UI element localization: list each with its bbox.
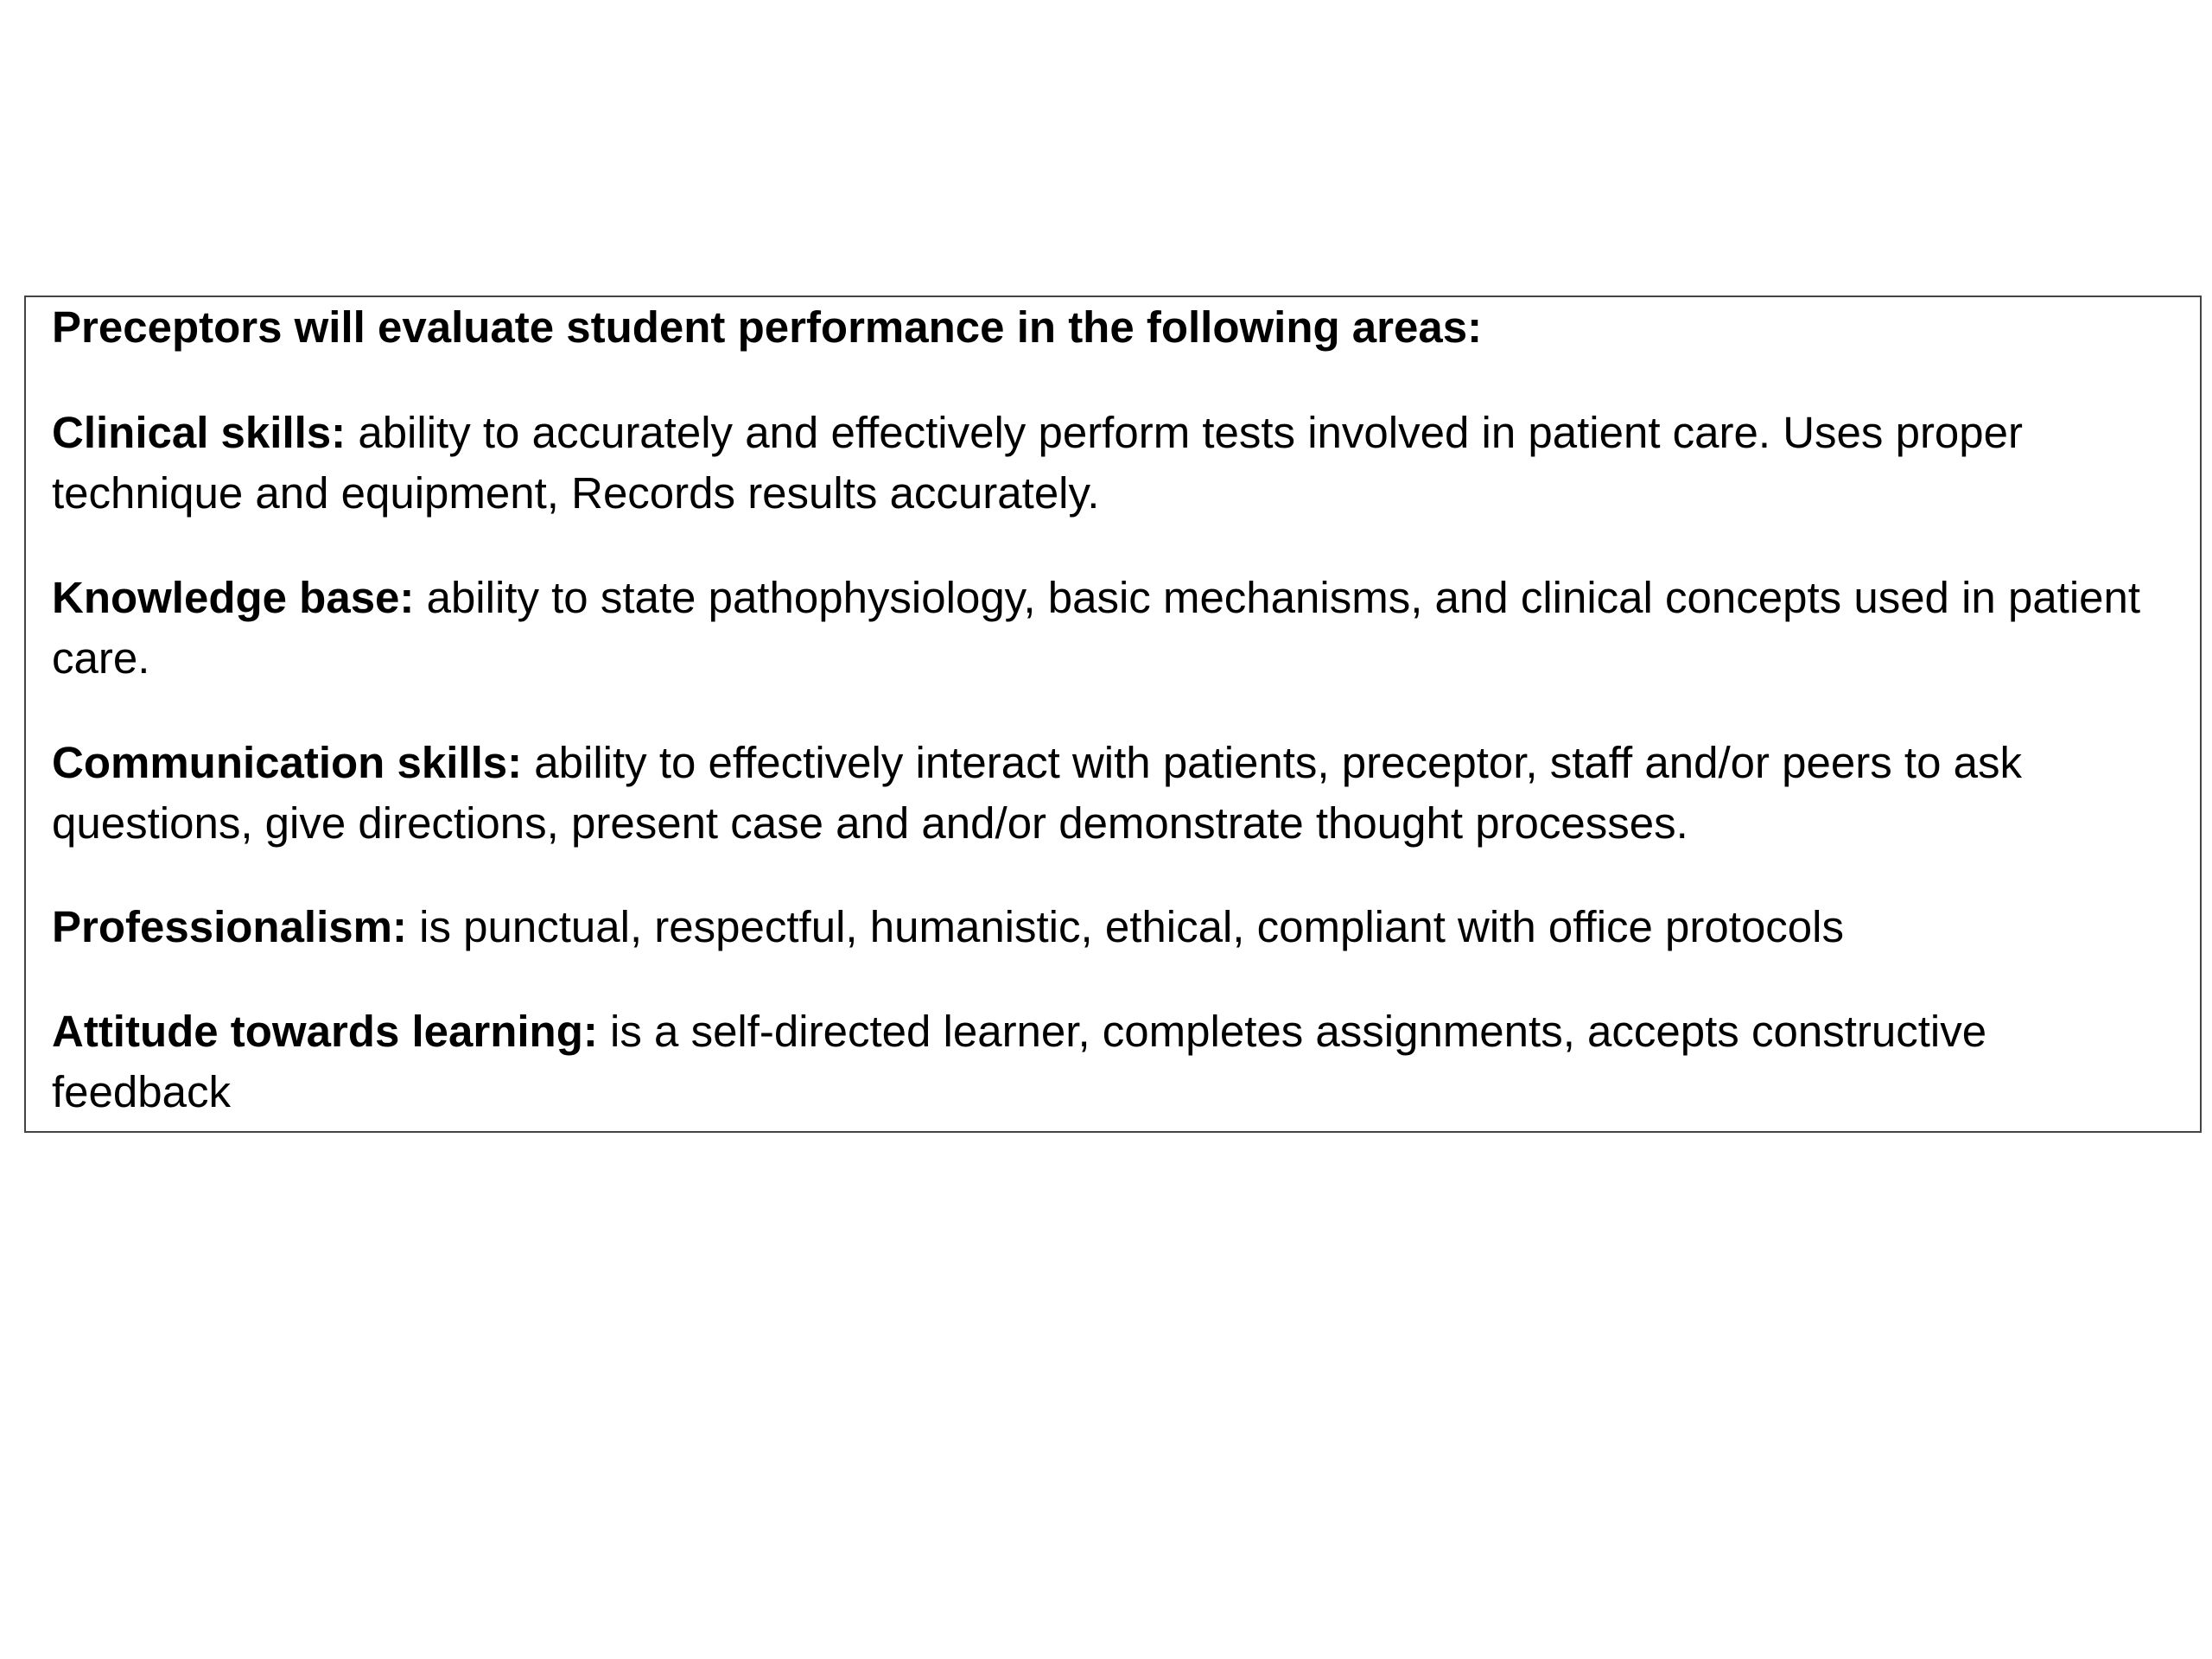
- criterion-clinical-skills: [52, 403, 2167, 524]
- criterion-knowledge-base: [52, 568, 2167, 689]
- criterion-term: Clinical skills:: [52, 408, 346, 457]
- criterion-description: ability to accurately and effectively perform tests involved in patient care. Uses proper technique and equipment, Records results accurately.: [52, 408, 2023, 518]
- criterion-professionalism: [52, 897, 2167, 957]
- criterion-term: Communication skills:: [52, 738, 523, 787]
- criterion-term: Attitude towards learning:: [52, 1007, 598, 1056]
- criterion-term: Professionalism:: [52, 902, 407, 951]
- criterion-description: is punctual, respectful, humanistic, ethical, compliant with office protocols: [419, 902, 1844, 951]
- criterion-attitude-towards-learning: [52, 1001, 2167, 1122]
- box-heading: Preceptors will evaluate student performance in the following areas:: [52, 302, 1483, 352]
- criterion-communication-skills: [52, 733, 2167, 854]
- criterion-term: Knowledge base:: [52, 573, 415, 622]
- evaluation-criteria-box: [24, 296, 2202, 1133]
- criterion-description: ability to state pathophysiology, basic mechanisms, and clinical concepts used in patient care.: [52, 573, 2141, 683]
- criterion-description: ability to effectively interact with patients, preceptor, staff and/or peers to ask questions, give directions, present case and and/or demonstrate thought processes.: [52, 738, 2022, 848]
- criterion-description: is a self-directed learner, completes assignments, accepts constructive feedback: [52, 1007, 1987, 1116]
